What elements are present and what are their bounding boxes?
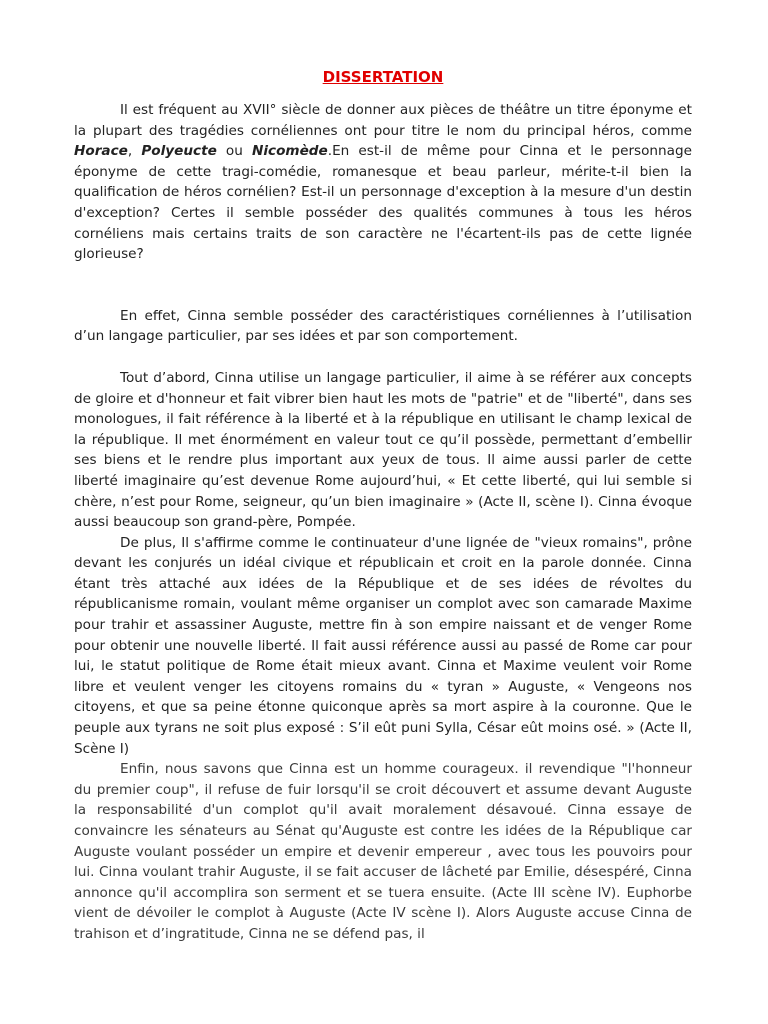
work-title-horace: Horace: [74, 143, 128, 160]
paragraph-behavior: Enfin, nous savons que Cinna est un homme courageux. il revendique "l'honneur du premier coup", il refuse de fuir lorsqu'il se croit découvert et assume devant Auguste la responsabilité d'un complot qu'il avait moralement désavoué. Cinna essaye de convaincre les sénateurs au Sénat qu'Auguste est contre les idées de la République car Auguste voulant posséder un empire et devenir empereur , avec tous les pouvoirs pour lui. Cinna voulant trahir Auguste, il se fait accuser de lâcheté par Emilie, désespéré, Cinna annonce qu'il accomplira son serment et se tuera ensuite. (Acte III scène IV). Euphorbe vient de dévoiler le complot à Auguste (Acte IV scène I). Alors Auguste accuse Cinna de trahison et d’ingratitude, Cinna ne se défend pas, il: [74, 761, 692, 942]
paragraph-language: Tout d’abord, Cinna utilise un langage particulier, il aime à se référer aux concepts de gloire et d'honneur et fait vibrer bien haut les mots de "patrie" et de "liberté", dans ses monologues, il fait référence à la liberté et à la république en utilisant le champ lexical de la république. Il met énormément en valeur tout ce qu’il possède, permettant d’embellir ses biens et le rendre plus important aux yeux de tous. Il aime aussi parler de cette liberté imaginaire qu’est devenue Rome aujourd’hui, « Et cette liberté, qui lui semble si chère, n’est pour Rome, seigneur, qu’un bien imaginaire » (Acte II, scène I). Cinna évoque aussi beaucoup son grand-père, Pompée.: [74, 369, 692, 531]
work-title-nicomede: Nicomède: [251, 143, 328, 160]
intro-text-1: Il est fréquent au XVII° siècle de donner aux pièces de théâtre un titre éponyme et la plupart des tragédies cornéliennes ont pour titre le nom du principal héros, comme: [74, 102, 692, 139]
paragraph-thesis: En effet, Cinna semble posséder des caractéristiques cornéliennes à l’utilisation d’un langage particulier, par ses idées et par son comportement.: [74, 307, 692, 345]
intro-sep-1: ,: [127, 143, 142, 160]
work-title-polyeucte: Polyeucte: [141, 143, 217, 160]
paragraph-ideas: De plus, Il s'affirme comme le continuateur d'une lignée de "vieux romains", prône devant les conjurés un idéal civique et républicain et croit en la parole donnée. Cinna étant très attaché aux idées de la République et de ses idées de révoltes du républicanisme romain, voulant même organiser un complot avec son camarade Maxime pour trahir et assassiner Auguste, mettre fin à son empire naissant et de venger Rome pour obtenir une nouvelle liberté. Il fait aussi référence aussi au passé de Rome car pour lui, le statut politique de Rome était mieux avant. Cinna et Maxime veulent voir Rome libre et veulent venger les citoyens romains du « tyran » Auguste, « Vengeons nos citoyens, et que sa peine étonne quiconque après sa mort aspire à la couronne. Que le peuple aux tyrans ne soit plus exposé : S’il eût puni Sylla, César eût moins osé. » (Acte II, Scène I): [74, 534, 692, 757]
intro-paragraph: [74, 100, 692, 265]
document-title: DISSERTATION: [322, 68, 444, 86]
intro-text-2: .En est-il de même pour Cinna et le personnage éponyme de cette tragi-comédie, romanesque et beau parleur, mérite-t-il bien la qualification de héros cornélien? Est-il un personnage d'exception à la mesure d'un destin d'exception? Certes il semble posséder des qualités communes à tous les héros cornéliens mais certains traits de son caractère ne l'écartent-ils pas de cette lignée glorieuse?: [74, 143, 692, 263]
spacer: [74, 347, 692, 368]
spacer: [74, 265, 692, 306]
intro-sep-2: ou: [216, 143, 252, 160]
